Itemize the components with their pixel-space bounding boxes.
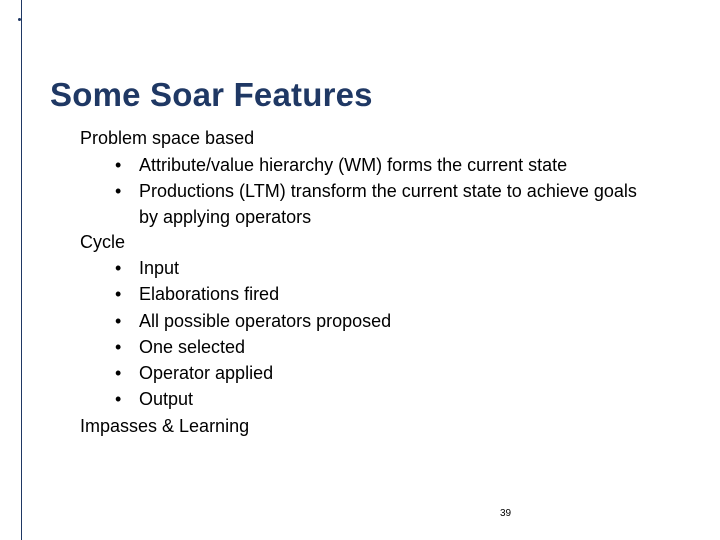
bullet-marker: • [115, 181, 122, 201]
bullet-marker: • [115, 389, 122, 409]
page-number: 39 [500, 508, 512, 519]
bullet-item-elaborations: Elaborations fired [139, 284, 280, 304]
bullet-item-input: Input [139, 258, 180, 278]
corner-dot [18, 18, 21, 21]
bullet-item-productions: Productions (LTM) transform the current state to achieve goals by applying operators [139, 181, 637, 227]
bullet-marker: • [115, 258, 122, 278]
bullet-item-attribute-value: Attribute/value hierarchy (WM) forms the current state [139, 155, 568, 175]
section-heading-impasses: Impasses & Learning [80, 416, 250, 436]
bullet-item-operators-proposed: All possible operators proposed [139, 311, 392, 331]
bullet-item-output: Output [139, 389, 194, 409]
section-heading-cycle: Cycle [80, 232, 126, 252]
left-vertical-rule [21, 0, 22, 540]
bullet-marker: • [115, 337, 122, 357]
slide-title: Some Soar Features [50, 76, 373, 113]
bullet-marker: • [115, 311, 122, 331]
section-heading-problem-space: Problem space based [80, 128, 255, 148]
bullet-marker: • [115, 284, 122, 304]
bullet-marker: • [115, 363, 122, 383]
bullet-marker: • [115, 155, 122, 175]
bullet-item-operator-applied: Operator applied [139, 363, 274, 383]
bullet-item-one-selected: One selected [139, 337, 246, 357]
